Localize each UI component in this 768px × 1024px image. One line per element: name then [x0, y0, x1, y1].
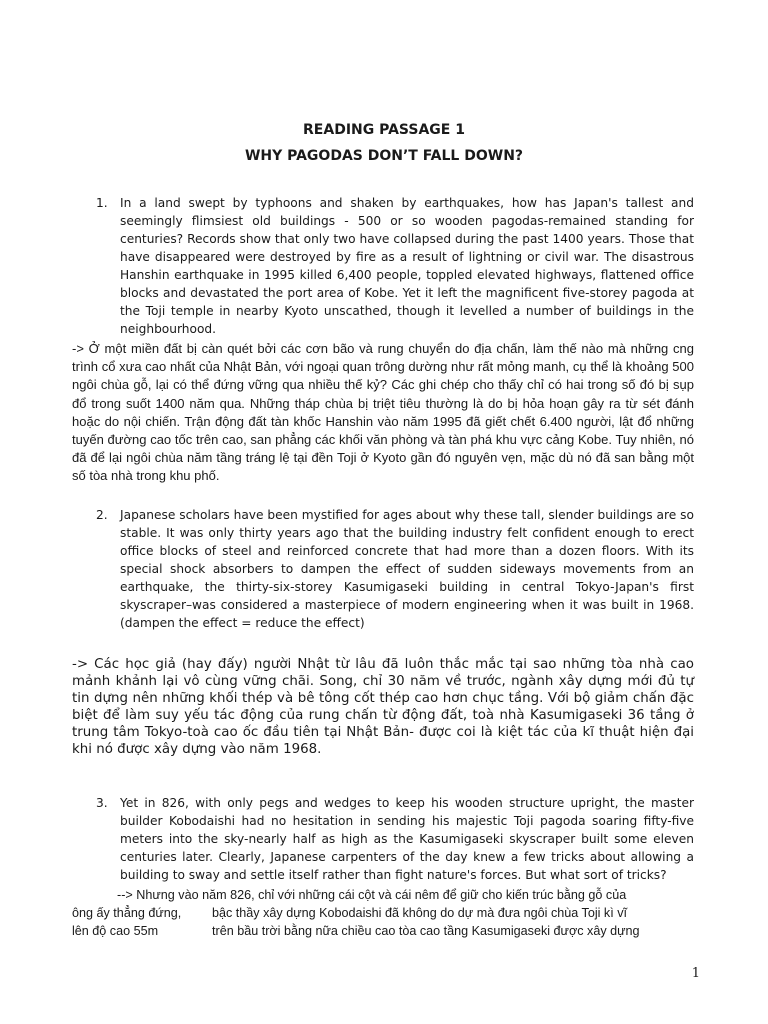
passage-heading: READING PASSAGE 1	[303, 122, 465, 138]
paragraph-number: 2.	[96, 508, 108, 522]
paragraph-text: Yet in 826, with only pegs and wedges to keep his wooden structure upright, the master builder Kobodaishi had no hesitation in sending his majestic Toji pagoda soaring fifty-five meters into the sky-nearly half as high as the Kasumigaseki skyscraper built some eleven centuries later. Clearly, Japanese carpenters of the day knew a few tricks about allowing a building to sway and settle itself rather than fight nature's forces. But what sort of tricks?	[120, 796, 694, 882]
paragraph-text: In a land swept by typhoons and shaken by earthquakes, how has Japan's tallest and seemingly flimsiest old buildings - 500 or so wooden pagodas-remained standing for centuries? Records show that only two have collapsed during the past 1400 years. Those that have disappeared were destroyed by fire as a result of lightning or civil war. The disastrous Hanshin earthquake in 1995 killed 6,400 people, toppled elevated highways, flattened office blocks and devastated the port area of Kobe. Yet it left the magnificent five-storey pagoda at the Toji temple in nearby Kyoto unscathed, though it levelled a number of buildings in the neighbourhood.	[120, 196, 694, 336]
paragraph-text: Japanese scholars have been mystified for ages about why these tall, slender buildings are so stable. It was only thirty years ago that the building industry felt confident enough to erect office blocks of steel and reinforced concrete that had more than a dozen floors. With its special shock absorbers to dampen the effect of sudden sideways movements from an earthquake, the thirty-six-storey Kasumigaseki building in central Tokyo-Japan's first skyscraper–was considered a masterpiece of modern engineering when it was built in 1968. (dampen the effect = reduce the effect)	[120, 508, 694, 630]
paragraph-number: 3.	[96, 796, 108, 810]
translation-3-line-1: --> Nhưng vào năm 826, chỉ với những cái cột và cái nêm để giữ cho kiến trúc bằng gỗ của	[117, 888, 627, 902]
translation-3-line-2b: bậc thầy xây dựng Kobodaishi đã không do dự mà đưa ngôi chùa Toji kì vĩ	[212, 906, 628, 920]
translation-1: -> Ở một miền đất bị càn quét bởi các cơn bão và rung chuyển do địa chấn, làm thế nào mà những cng trình cổ xưa cao nhất của Nhật Bản, với ngoại quan trông dường như rất mỏng manh, cụ thể là khoảng 500 ngôi chùa gỗ, lại có thể đứng vững qua nhiều thế kỷ? Các ghi chép cho thấy chỉ có hai trong số đó bị sụp đổ trong suốt 1400 năm qua. Những tháp chùa bị triệt tiêu thường là do bị hỏa hoạn gây ra từ sét đánh hoặc do nội chiến. Trận động đất tàn khốc Hanshin vào năm 1995 đã giết chết 6.400 người, lật đổ những tuyến đường cao tốc trên cao, san phẳng các khối văn phòng và tàn phá khu vực cảng Kobe. Tuy nhiên, nó đã để lại ngôi chùa năm tầng tráng lệ tại đền Toji ở Kyoto gần đó nguyên vẹn, mặc dù nó đã san bằng một số tòa nhà trong khu phố.	[72, 341, 694, 484]
paragraph-2	[72, 506, 694, 632]
paragraph-1	[72, 194, 694, 338]
translation-3-line-3b: trên bầu trời bằng nữa chiều cao tòa cao tầng Kasumigaseki được xây dựng	[212, 924, 640, 938]
paragraph-3	[72, 794, 694, 884]
paragraph-number: 1.	[96, 196, 108, 210]
translation-2: -> Các học giả (hay đấy) người Nhật từ lâu đã luôn thắc mắc tại sao những tòa nhà cao mảnh khảnh lại vô cùng vững chãi. Song, chỉ 30 năm về trước, ngành xây dựng mới đủ tự tin dựng nên những khối thép và bê tông cốt thép cao hơn chục tầng. Với bộ giảm chấn đặc biệt để làm suy yếu tác động của rung chấn từ động đất, toà nhà Kasumigaseki 36 tầng ở trung tâm Tokyo-toà cao ốc đầu tiên tại Nhật Bản- được coi là kiệt tác của kĩ thuật hiện đại khi nó được xây dựng vào năm 1968.	[72, 657, 694, 757]
translation-3-line-2a: ông ấy thẳng đứng,	[72, 906, 182, 920]
page-number: 1	[691, 966, 700, 981]
translation-3-line-3a: lên độ cao 55m	[72, 924, 159, 938]
passage-title: WHY PAGODAS DON’T FALL DOWN?	[244, 148, 524, 164]
